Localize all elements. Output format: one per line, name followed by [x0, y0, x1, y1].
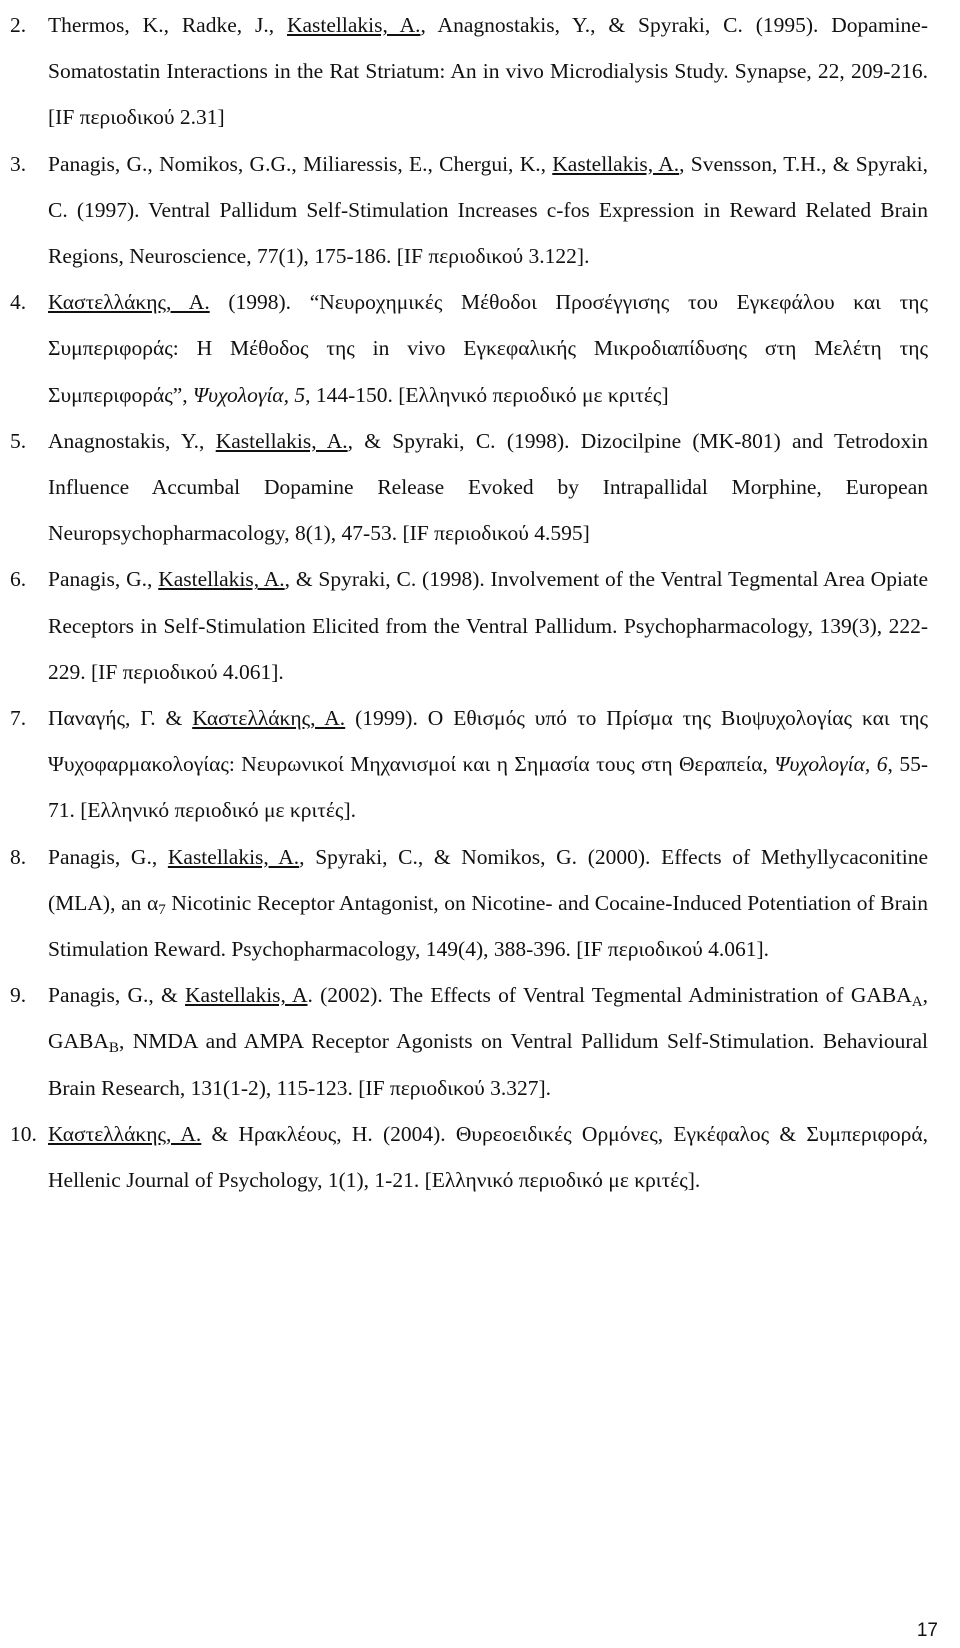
page-number: 17: [916, 1620, 938, 1641]
reference-text: [48, 556, 928, 695]
reference-item: [10, 141, 928, 280]
author-underlined: Καστελλάκης, Α.: [192, 706, 346, 731]
reference-text: [48, 972, 928, 1111]
reference-segment: (1999). Ο Εθισμός υπό το Πρίσμα της Βιοψυχολογίας και της Ψυχοφαρμακολογίας: Νευρωνικοί Μηχανισμοί και η Σημασία τους στη Θεραπεία,: [48, 706, 929, 777]
reference-number: 10.: [10, 1121, 37, 1146]
author-underlined: Kastellakis, A: [185, 983, 308, 1008]
author-underlined: Kastellakis, A.: [552, 151, 680, 176]
reference-segment: , & Spyraki, C. (1998). Involvement of the Ventral Tegmental Area Opiate Receptors in Self-Stimulation Elicited from the Ventral Pallidum. Psychopharmacology, 139(3), 222-229. [IF περιοδικού 4.061].: [48, 567, 928, 684]
reference-segment: Panagis, G., Nomikos, G.G., Miliaressis, E., Chergui, K.,: [48, 151, 553, 176]
reference-text: [48, 279, 928, 418]
reference-segment: Παναγής, Γ. &: [48, 706, 193, 731]
reference-number: 4.: [10, 290, 27, 315]
reference-segment: , 144-150. [Ελληνικό περιοδικό με κριτές]: [305, 382, 669, 407]
reference-segment: , Anagnostakis, Y., & Spyraki, C. (1995). Dopamine-Somatostatin Interactions in the Rat Striatum: An in vivo Microdialysis Study. Synapse, 22, 209-216. [IF περιοδικού 2.31]: [48, 13, 928, 130]
journal-italic: Ψυχολογία, 6: [774, 752, 888, 777]
reference-number: 5.: [10, 428, 27, 453]
subscript: A: [911, 994, 923, 1011]
reference-item: [10, 1111, 928, 1203]
reference-item: [10, 834, 928, 973]
reference-segment: (1998). “Νευροχημικές Μέθοδοι Προσέγγισης του Εγκεφάλου και της Συμπεριφοράς: Η Μέθοδος της in vivo Εγκεφαλικής Μικροδιαπίδυσης στη Μελέτη της Συμπεριφοράς”,: [48, 290, 929, 407]
reference-segment: , GABA: [48, 983, 929, 1054]
reference-text: [48, 695, 928, 834]
reference-segment: Panagis, G., &: [48, 983, 185, 1008]
reference-segment: Panagis, G.,: [48, 567, 159, 592]
author-underlined: Kastellakis, A.: [158, 567, 285, 592]
reference-text: [48, 141, 928, 280]
reference-segment: Panagis, G.,: [48, 844, 168, 869]
reference-text: [48, 2, 928, 141]
reference-segment: Anagnostakis, Y.,: [48, 428, 216, 453]
author-underlined: Kastellakis, A.: [215, 428, 348, 453]
reference-item: [10, 418, 928, 557]
reference-segment: , Svensson, T.H., & Spyraki, C. (1997). Ventral Pallidum Self-Stimulation Increases c-fos Expression in Reward Related Brain Regions, Neuroscience, 77(1), 175-186. [IF περιοδικού 3.122].: [48, 151, 929, 269]
reference-segment: , Spyraki, C., & Nomikos, G. (2000). Effects of Methyllycaconitine (MLA), an α: [48, 844, 928, 915]
author-underlined: Καστελλάκης, Α.: [48, 1121, 202, 1146]
reference-segment: , & Spyraki, C. (1998). Dizocilpine (MK-801) and Tetrodoxin Influence Accumbal Dopamine Release Evoked by Intrapallidal Morphine, European Neuropsychopharmacology, 8(1), 47-53. [IF περιοδικού 4.595]: [48, 428, 929, 546]
reference-number: 3.: [10, 151, 27, 176]
author-underlined: Kastellakis, A.: [167, 844, 300, 869]
author-underlined: Καστελλάκης, Α.: [48, 290, 210, 315]
reference-item: [10, 2, 928, 141]
reference-segment: Nicotinic Receptor Antagonist, on Nicotine- and Cocaine-Induced Potentiation of Brain Stimulation Reward. Psychopharmacology, 149(4), 388-396. [IF περιοδικού 4.061].: [48, 890, 928, 962]
author-underlined: Kastellakis, A.: [286, 13, 421, 37]
journal-italic: Ψυχολογία, 5: [193, 382, 306, 407]
reference-segment: , 55-71. [Ελληνικό περιοδικό με κριτές].: [48, 752, 928, 823]
reference-text: [48, 834, 928, 973]
reference-number: 2.: [10, 13, 27, 37]
reference-item: [10, 556, 928, 695]
reference-number: 7.: [10, 706, 27, 731]
subscript: B: [108, 1040, 119, 1057]
reference-number: 9.: [10, 983, 27, 1008]
reference-segment: . (2002). The Effects of Ventral Tegmental Administration of GABA: [307, 983, 912, 1008]
reference-number: 6.: [10, 567, 27, 592]
reference-item: [10, 972, 928, 1111]
reference-number: 8.: [10, 844, 27, 869]
reference-list: [10, 2, 928, 1203]
reference-text: [48, 1111, 928, 1203]
reference-item: [10, 279, 928, 418]
reference-item: [10, 695, 928, 834]
reference-segment: Thermos, K., Radke, J.,: [48, 13, 287, 37]
reference-segment: & Ηρακλέους, Η. (2004). Θυρεοειδικές Ορμόνες, Εγκέφαλος & Συμπεριφορά, Hellenic Journal of Psychology, 1(1), 1-21. [Ελληνικό περιοδικό με κριτές].: [48, 1121, 929, 1193]
reference-segment: , NMDA and AMPA Receptor Agonists on Ventral Pallidum Self-Stimulation. Behavioural Brain Research, 131(1-2), 115-123. [IF περιοδικού 3.327].: [48, 1029, 928, 1100]
reference-text: [48, 418, 928, 557]
subscript: 7: [158, 901, 166, 918]
